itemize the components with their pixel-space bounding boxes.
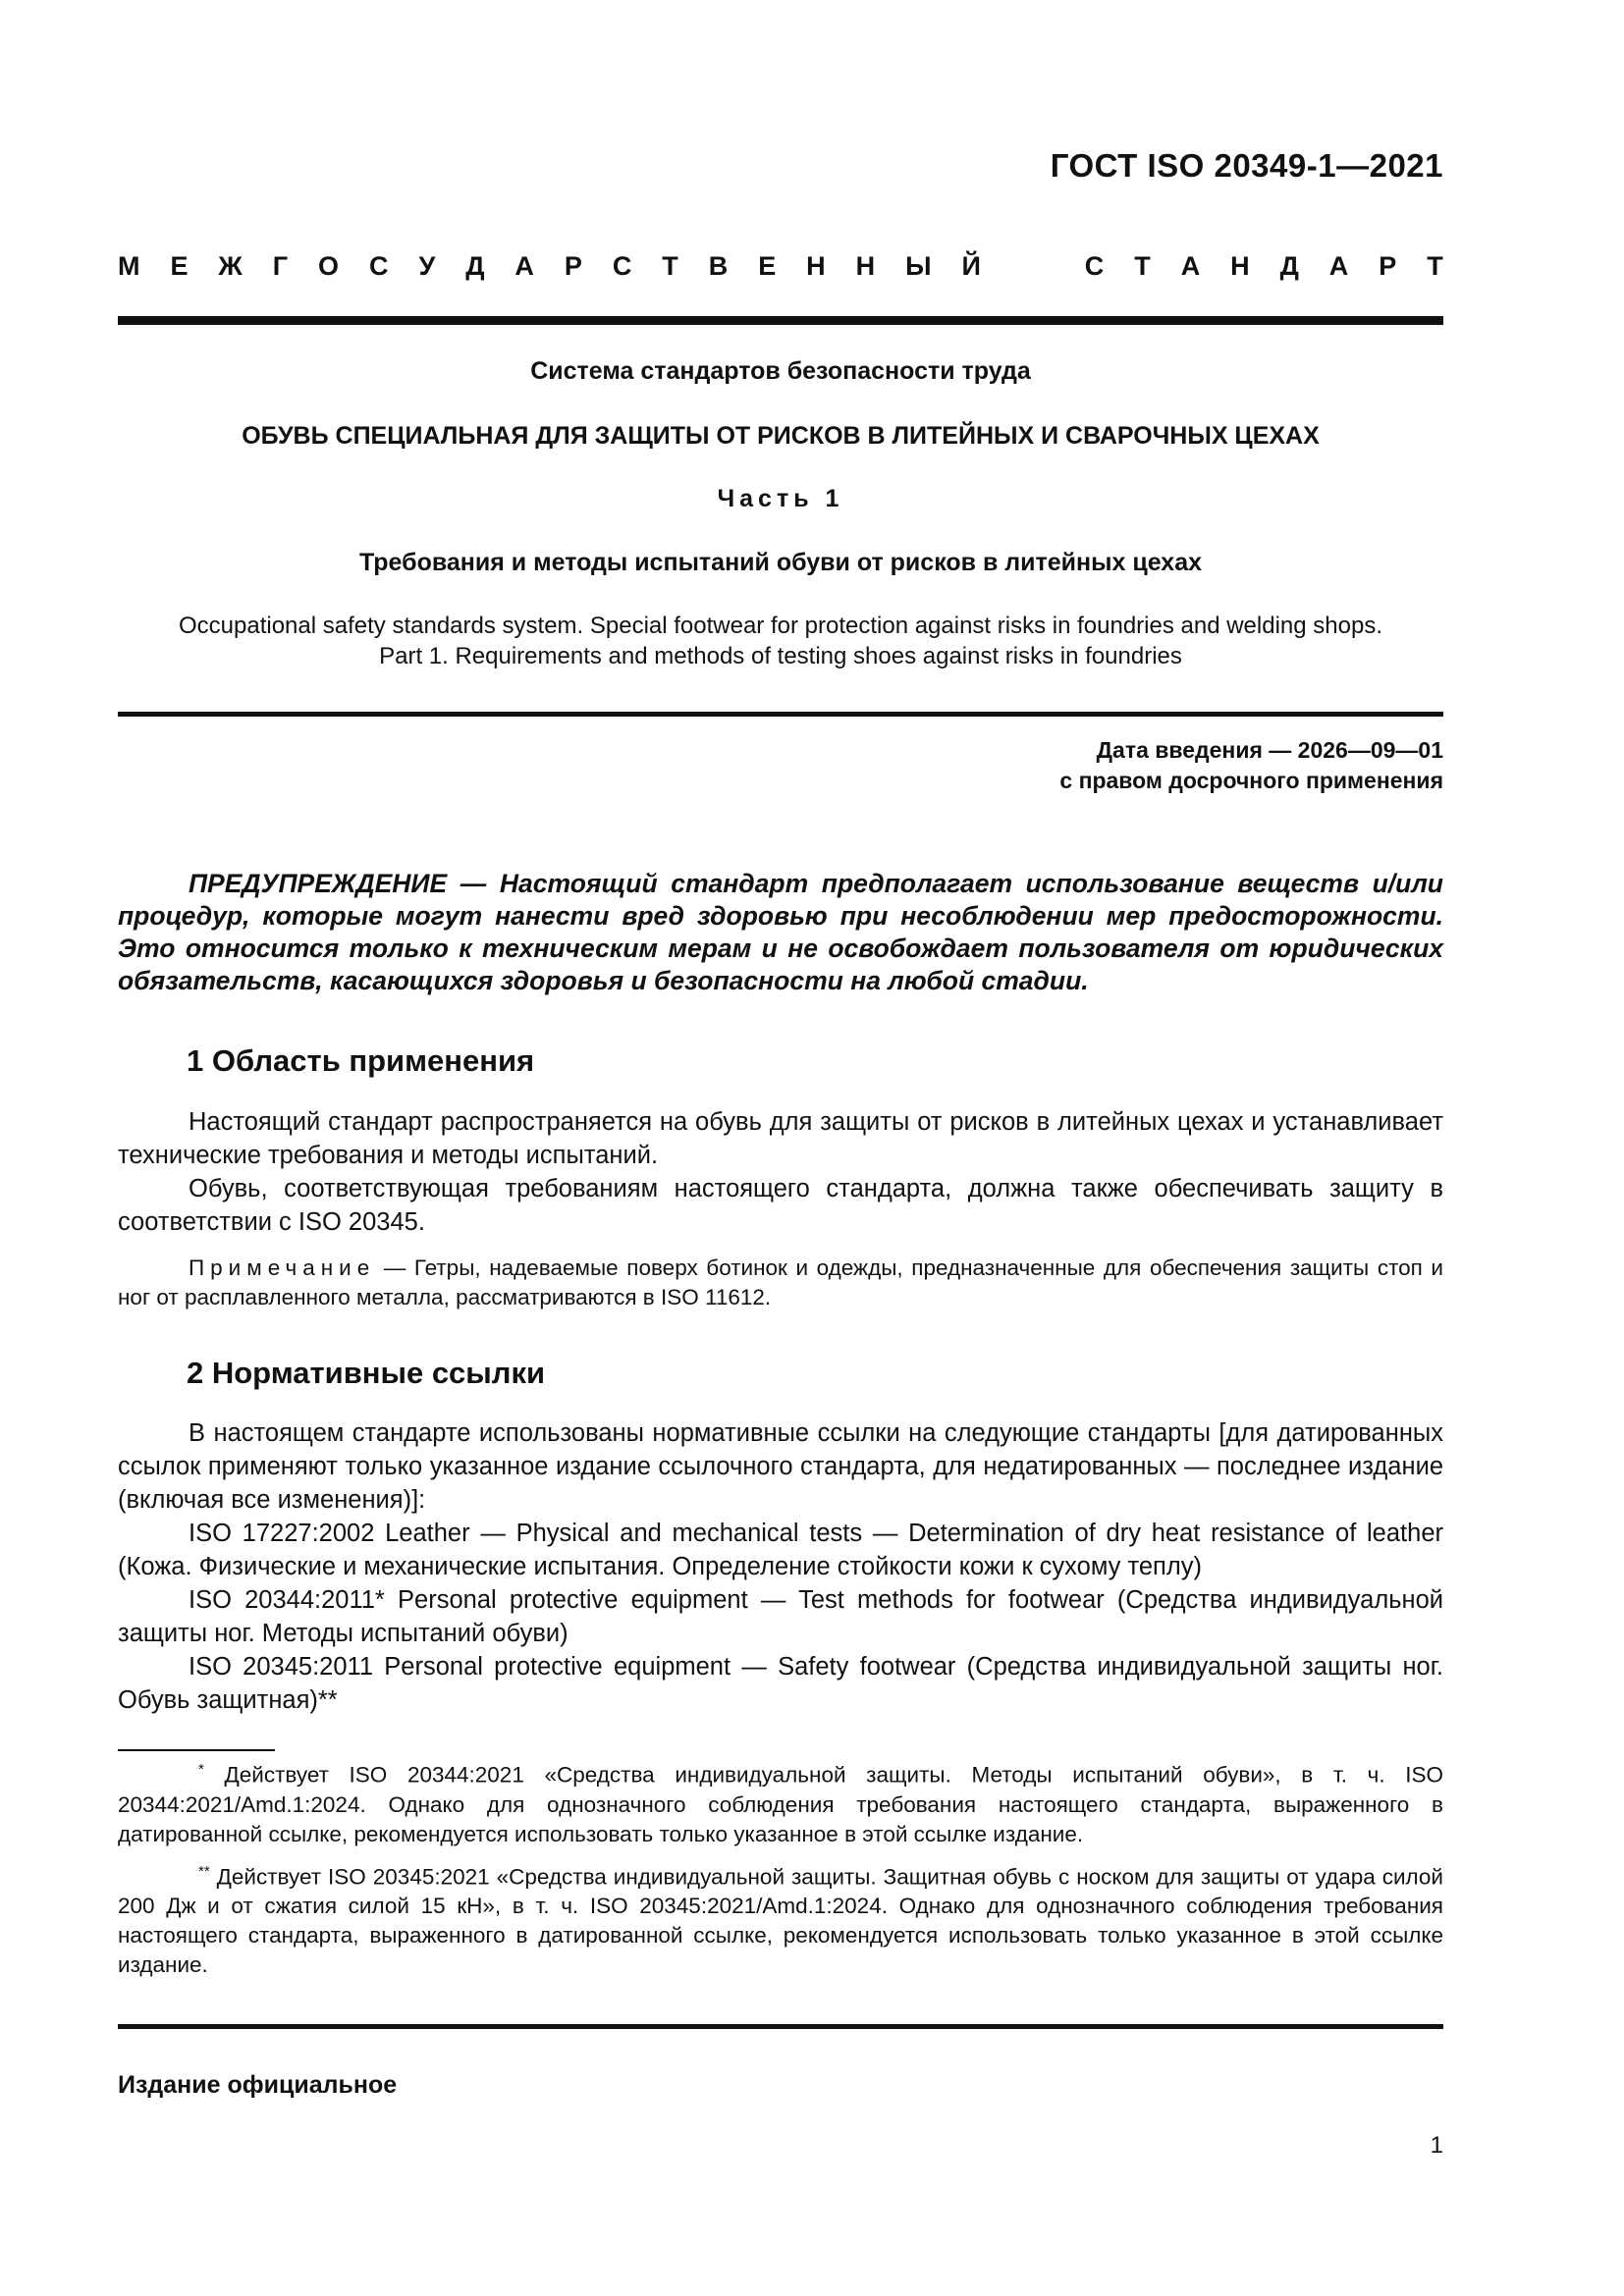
interstate-letter: Н — [855, 251, 876, 281]
footnote-2 — [118, 1857, 1443, 1981]
interstate-letter: В — [708, 251, 729, 281]
interstate-letter: Е — [170, 251, 189, 281]
section-1-paragraph: Обувь, соответствующая требованиям настоящего стандарта, должна также обеспечивать защиту в соответствии с ISO 20345. — [118, 1175, 1443, 1236]
interstate-letter: А — [1180, 251, 1201, 281]
page-number: 1 — [1430, 2132, 1443, 2159]
footnote-1-text: Действует ISO 20344:2021 «Средства индивидуальной защиты. Методы испытаний обуви», в т. ч. ISO 20344:2021/Amd.1:2024. Однако для однозначного соблюдения требования настоящего стандарта, выраженного в датированной ссылке, рекомендуется использовать только указанное в этой ссылке издание. — [118, 1762, 1443, 1846]
section-1-note — [118, 1254, 1443, 1312]
section-1-heading: 1 Область применения — [187, 1043, 535, 1078]
interstate-word-gap — [1011, 251, 1055, 282]
footnote-1-mark: * — [198, 1761, 204, 1778]
title-rule — [118, 712, 1443, 717]
reference-iso-17227: ISO 17227:2002 Leather — Physical and mechanical tests — Determination of dry heat resistance of leather (Кожа. Физические и механические испытания. Определение стойкости кожи к сухому теплу) — [118, 1520, 1443, 1580]
section-2-heading: 2 Нормативные ссылки — [187, 1356, 546, 1390]
standards-system-title: Система стандартов безопасности труда — [530, 357, 1031, 385]
interstate-letter: Т — [1134, 251, 1151, 281]
introduction-date — [1059, 735, 1443, 796]
interstate-letter: Е — [758, 251, 777, 281]
interstate-letter: М — [118, 251, 140, 281]
footnote-2-text: Действует ISO 20345:2021 «Средства индивидуальной защиты. Защитная обувь с носком для защиты от удара силой 200 Дж и от сжатия силой 15 кН», в т. ч. ISO 20345:2021/Amd.1:2024. Однако для однозначного соблюдения требования настоящего стандарта, выраженного в датированной ссылке, рекомендуется использовать только указанное в этой ссылке издание. — [118, 1864, 1443, 1977]
note-text: — Гетры, надеваемые поверх ботинок и одежды, предназначенные для обеспечения защиты стоп и ног от расплавленного металла, рассматриваются в ISO 11612. — [118, 1255, 1443, 1309]
note-label: Примечание — [189, 1255, 376, 1280]
interstate-letter: Н — [1230, 251, 1250, 281]
english-title — [118, 611, 1443, 671]
section-2-body — [118, 1416, 1443, 1717]
interstate-letter: А — [1328, 251, 1349, 281]
official-edition-label: Издание официальное — [118, 2071, 398, 2099]
section-1-paragraph: Настоящий стандарт распространяется на обувь для защиты от рисков в литейных цехах и устанавливает технические требования и методы испытаний. — [118, 1108, 1443, 1169]
interstate-letter: Й — [961, 251, 981, 281]
part-label: Часть 1 — [717, 485, 844, 512]
section-2-paragraph: В настоящем стандарте использованы нормативные ссылки на следующие стандарты [для датированных ссылок применяют только указанное издание ссылочного стандарта, для недатированных — последнее издание (включая все изменения)]: — [118, 1419, 1443, 1514]
reference-iso-20345: ISO 20345:2011 Personal protective equipment — Safety footwear (Средства индивидуальной защиты ног. Обувь защитная)** — [118, 1653, 1443, 1714]
interstate-letter: С — [612, 251, 632, 281]
interstate-letter: Д — [1279, 251, 1299, 281]
interstate-letter: У — [418, 251, 436, 281]
introduction-date-line: Дата введения — 2026—09—01 — [1096, 737, 1443, 763]
section-1-body — [118, 1105, 1443, 1239]
english-title-line-2: Part 1. Requirements and methods of testing shoes against risks in foundries — [379, 643, 1182, 669]
footnote-1 — [118, 1755, 1443, 1849]
interstate-letter: Т — [662, 251, 678, 281]
interstate-letter: Д — [465, 251, 485, 281]
english-title-line-1: Occupational safety standards system. Special footwear for protection against risks in foundries and welding shops. — [179, 613, 1382, 639]
footnote-2-mark: ** — [198, 1862, 210, 1880]
interstate-letter: Р — [564, 251, 582, 281]
interstate-letter: Т — [1427, 251, 1443, 281]
top-rule — [118, 316, 1443, 325]
warning-paragraph: ПРЕДУПРЕЖДЕНИЕ — Настоящий стандарт предполагает использование веществ и/или процедур, которые могут нанести вред здоровью при несоблюдении мер предосторожности. Это относится только к техническим мерам и не освобождает пользователя от юридических обязательств, касающихся здоровья и безопасности на любой стадии. — [118, 869, 1443, 995]
interstate-letter: О — [318, 251, 340, 281]
part-subtitle: Требования и методы испытаний обуви от рисков в литейных цехах — [358, 549, 1203, 576]
interstate-letter: Ы — [905, 251, 932, 281]
interstate-letter: А — [514, 251, 534, 281]
interstate-letter: Г — [272, 251, 289, 281]
interstate-letter: С — [1084, 251, 1105, 281]
interstate-standard-banner — [118, 251, 1443, 282]
footnotes — [118, 1755, 1443, 1988]
reference-iso-20344: ISO 20344:2011* Personal protective equipment — Test methods for footwear (Средства индивидуальной защиты ног. Методы испытаний обуви) — [118, 1586, 1443, 1647]
interstate-letter: Р — [1379, 251, 1397, 281]
interstate-letter: Ж — [218, 251, 243, 281]
footnote-separator — [118, 1749, 275, 1751]
early-application-line: с правом досрочного применения — [1059, 768, 1443, 793]
interstate-letter: С — [369, 251, 389, 281]
standard-designation: ГОСТ ISO 20349-1—2021 — [1050, 147, 1443, 184]
bottom-rule — [118, 2024, 1443, 2029]
interstate-letter: Н — [806, 251, 826, 281]
main-title: ОБУВЬ СПЕЦИАЛЬНАЯ ДЛЯ ЗАЩИТЫ ОТ РИСКОВ В ЛИТЕЙНЫХ И СВАРОЧНЫХ ЦЕХАХ — [242, 422, 1320, 450]
